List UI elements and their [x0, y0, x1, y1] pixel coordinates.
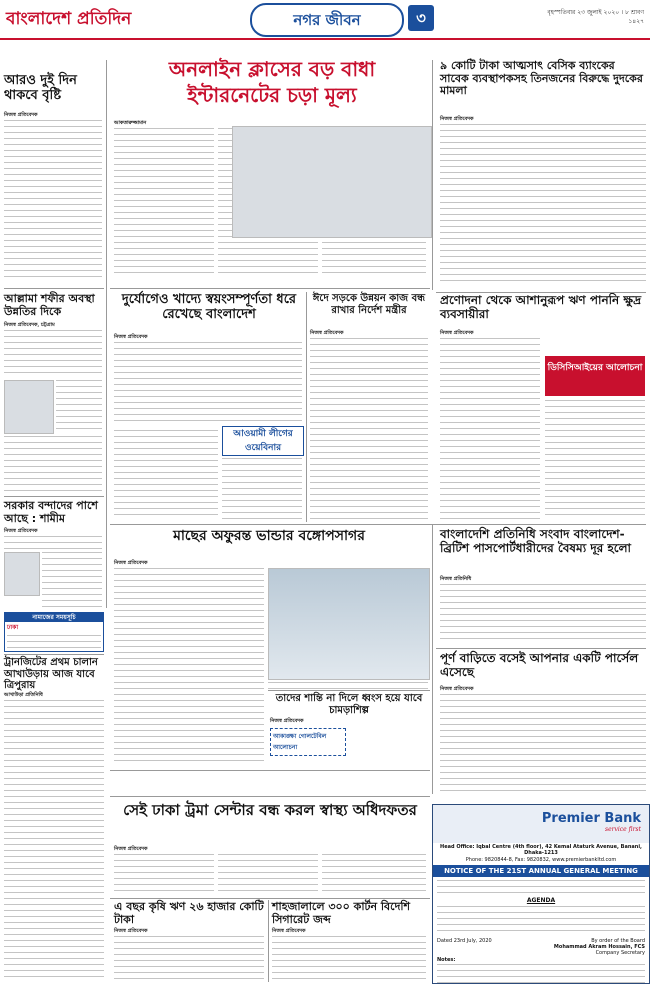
ad-bank-name: Premier Bank — [541, 811, 641, 826]
ad-order: By order of the Board — [591, 938, 645, 944]
post-headline: পূর্ণ বাড়িতে বসেই আপনার একটি পার্সেল এসেছে — [440, 651, 639, 679]
rain-byline: নিজস্ব প্রতিবেদক — [4, 112, 38, 118]
newspaper-logo: বাংলাদেশ প্রতিদিন — [6, 9, 132, 29]
scholar-photo — [4, 380, 54, 434]
ad-notice-title: NOTICE OF THE 21ST ANNUAL GENERAL MEETING — [433, 865, 649, 877]
fish-headline: মাছের অফুরন্ত ভান্ডার বঙ্গোপসাগর — [173, 528, 365, 544]
ad-agenda: AGENDA — [526, 897, 556, 904]
agri-headline: এ বছর কৃষি ঋণ ২৬ হাজার কোটি টাকা — [114, 900, 264, 926]
boat-photo — [268, 568, 430, 680]
banks-headline: ৯ কোটি টাকা আত্মসাৎ বেসিক ব্যাংকের সাবেক ব্যবস্থাপকসহ তিনজনের বিরুদ্ধে দুদকের মামলা — [440, 59, 643, 98]
ad-header — [433, 805, 649, 843]
page-number: ৩ — [408, 5, 434, 31]
ad-signatory: Mohammad Akram Hossain, FCS — [553, 944, 645, 950]
leather-tag: আকাঙ্ক্ষা গোলটেবিল আলোচনা — [270, 728, 346, 756]
namaz-box — [4, 612, 104, 652]
leather-headline: তাদের শান্তি না দিলে ধ্বংস হয়ে যাবে চামড়াশিল্প — [275, 693, 423, 716]
passport-headline: বাংলাদেশি প্রতিনিধি সংবাদ বাংলাদেশ-ব্রিটিশ পাসপোর্টধারীদের বৈষম্য দূর হলো — [440, 527, 632, 555]
cigarette-headline: শাহজালালে ৩০০ কার্টন বিদেশি সিগারেট জব্দ — [272, 900, 411, 926]
eid-headline: ঈদে সড়কে উন্নয়ন কাজ বন্ধ রাখার নির্দেশ মন্ত্রীর — [312, 293, 426, 316]
ad-tagline: service first — [605, 826, 641, 833]
online-headline-2: ইন্টারনেটের চড়া মূল্য — [187, 83, 357, 107]
ad-designation: Company Secretary — [595, 950, 645, 956]
trauma-headline: সেই ঢাকা ট্রমা সেন্টার বন্ধ করল স্বাস্থ্য অধিদফতর — [123, 801, 417, 819]
ad-notes: Notes: — [437, 957, 456, 963]
court-byline: নিজস্ব প্রতিবেদক — [4, 528, 38, 534]
post-byline: নিজস্ব প্রতিবেদক — [440, 686, 474, 692]
cigarette-byline: নিজস্ব প্রতিবেদক — [272, 928, 306, 934]
leather-byline: নিজস্ব প্রতিবেদক — [270, 718, 304, 724]
passport-byline: নিজস্ব প্রতিনিধি — [440, 576, 472, 582]
scholar-byline: নিজস্ব প্রতিবেদক, চট্টগ্রাম — [4, 322, 55, 328]
tripura-headline: ট্রানজিটের প্রথম চালান আখাউড়ায় আজ যাবে ত্রিপুরায় — [4, 657, 98, 691]
disaster-headline: দুর্যোগেও খাদ্যে স্বয়ংসম্পূর্ণতা ধরে রেখেছে বাংলাদেশ — [121, 292, 297, 322]
tripura-byline: আখাউড়া প্রতিনিধি — [4, 692, 43, 698]
ad-phone: Phone: 9820844-8, Fax: 9820832, www.premierbankltd.com — [465, 857, 617, 863]
dateline: বৃহস্পতিবার ২৩ জুলাই ২০২০ । ৮ শ্রাবণ ১৪২৭ — [547, 9, 644, 25]
ad-date: Dated 23rd July, 2020 — [437, 938, 492, 944]
namaz-title: নামাজের সময়সূচি — [5, 613, 103, 622]
ad-head-office: Head Office: Iqbal Centre (4th floor), 42 Kemal Ataturk Avenue, Banani, Dhaka-1213 — [440, 844, 642, 856]
rain-body — [4, 120, 102, 282]
court-photo — [4, 552, 40, 596]
leather-story — [268, 690, 430, 769]
rain-headline: আরও দুই দিন থাকবে বৃষ্টি — [4, 73, 77, 103]
agri-byline: নিজস্ব প্রতিবেদক — [114, 928, 148, 934]
loan-tag: ডিসিসিআইয়ের আলোচনা — [545, 356, 645, 396]
loan-byline: নিজস্ব প্রতিবেদক — [440, 330, 474, 336]
award-photo — [232, 126, 432, 238]
section-title: নগর জীবন — [250, 3, 404, 37]
online-headline-1: অনলাইন ক্লাসের বড় বাধা — [168, 57, 376, 81]
trauma-byline: নিজস্ব প্রতিবেদক — [114, 846, 148, 852]
namaz-city: ঢাকা — [7, 624, 19, 631]
fish-byline: নিজস্ব প্রতিবেদক — [114, 560, 148, 566]
disaster-tag: আওয়ামী লীগের ওয়েবিনার — [222, 426, 304, 456]
premier-bank-ad — [432, 804, 650, 984]
scholar-headline: আল্লামা শফীর অবস্থা উন্নতির দিকে — [4, 292, 95, 318]
disaster-byline: নিজস্ব প্রতিবেদক — [114, 334, 148, 340]
court-headline: সরকার বন্দাদের পাশে আছে : শামীম — [4, 499, 98, 525]
eid-byline: নিজস্ব প্রতিবেদক — [310, 330, 344, 336]
loan-headline: প্রণোদনা থেকে আশানুরূপ ঋণ পাননি ক্ষুদ্র ব্যবসায়ীরা — [440, 293, 642, 321]
online-byline: আকতারুজ্জামান — [114, 120, 147, 126]
banks-byline: নিজস্ব প্রতিবেদক — [440, 116, 474, 122]
